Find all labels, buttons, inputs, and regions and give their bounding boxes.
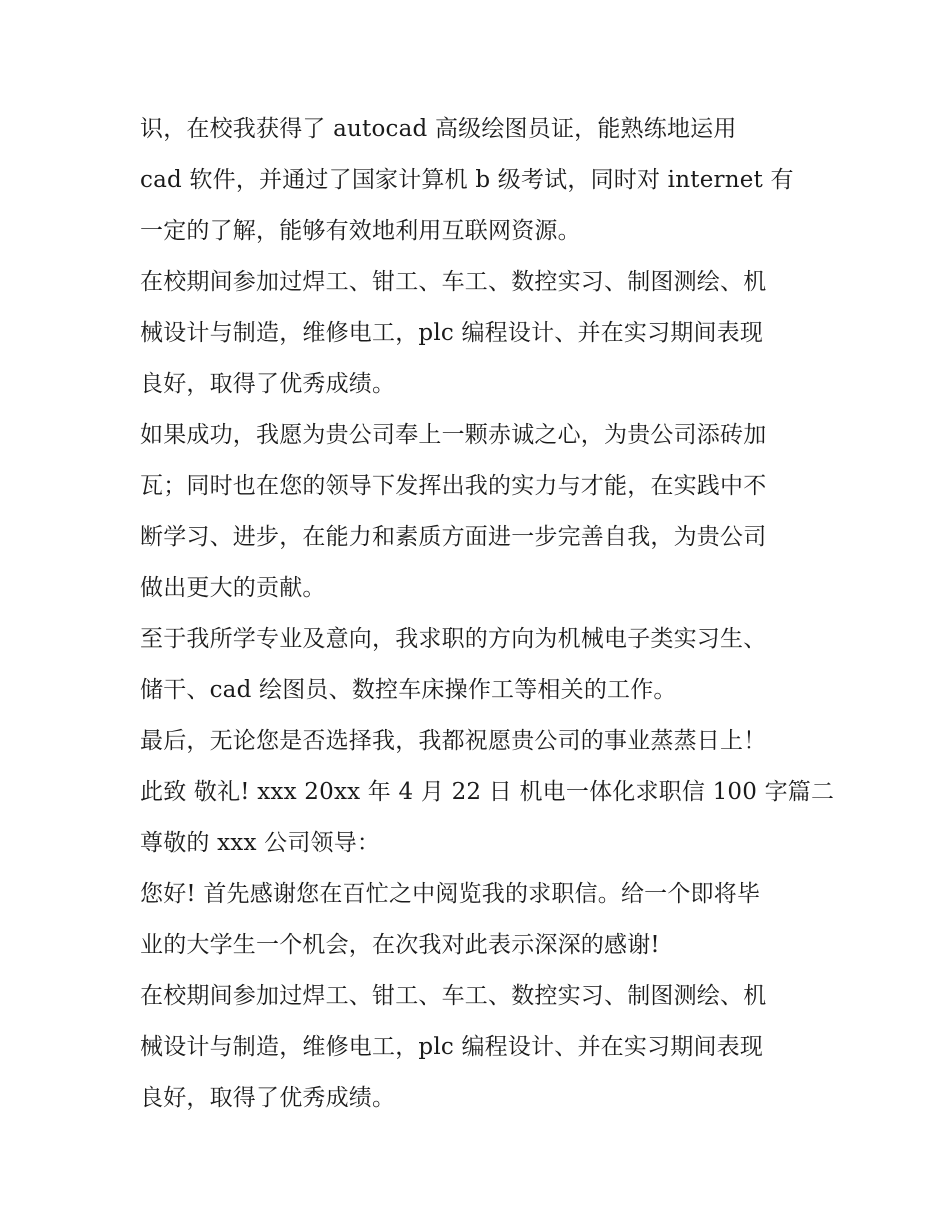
text-line-13: 最后，无论您是否选择我，我都祝愿贵公司的事业蒸蒸日上！ [140, 728, 767, 754]
text-line-3: 一定的了解，能够有效地利用互联网资源。 [140, 218, 581, 244]
document-page [140, 104, 835, 1124]
text-line-4: 在校期间参加过焊工、钳工、车工、数控实习、制图测绘、机 [140, 269, 767, 295]
text-line-6: 良好，取得了优秀成绩。 [140, 371, 396, 397]
text-line-14: 此致 敬礼! xxx 20xx 年 4 月 22 日 机电一体化求职信 100 字篇二 [140, 779, 835, 805]
text-line-15: 尊敬的 xxx 公司领导： [140, 830, 381, 856]
text-line-10: 做出更大的贡献。 [140, 575, 326, 601]
text-line-2: cad 软件，并通过了国家计算机 b 级考试，同时对 internet 有 [140, 167, 794, 193]
text-line-18: 在校期间参加过焊工、钳工、车工、数控实习、制图测绘、机 [140, 983, 767, 1009]
text-line-17: 业的大学生一个机会，在次我对此表示深深的感谢! [140, 932, 660, 958]
text-line-11: 至于我所学专业及意向，我求职的方向为机械电子类实习生、 [140, 626, 767, 652]
text-line-7: 如果成功，我愿为贵公司奉上一颗赤诚之心，为贵公司添砖加 [140, 422, 767, 448]
text-line-8: 瓦；同时也在您的领导下发挥出我的实力与才能，在实践中不 [140, 473, 767, 499]
text-line-16: 您好! 首先感谢您在百忙之中阅览我的求职信。给一个即将毕 [140, 881, 761, 907]
text-line-20: 良好，取得了优秀成绩。 [140, 1085, 396, 1111]
text-line-5: 械设计与制造，维修电工，plc 编程设计、并在实习期间表现 [140, 320, 764, 346]
text-line-19: 械设计与制造，维修电工，plc 编程设计、并在实习期间表现 [140, 1034, 764, 1060]
text-line-9: 断学习、进步，在能力和素质方面进一步完善自我，为贵公司 [140, 524, 767, 550]
text-line-1: 识，在校我获得了 autocad 高级绘图员证，能熟练地运用 [140, 116, 737, 142]
text-line-12: 储干、cad 绘图员、数控车床操作工等相关的工作。 [140, 677, 677, 703]
